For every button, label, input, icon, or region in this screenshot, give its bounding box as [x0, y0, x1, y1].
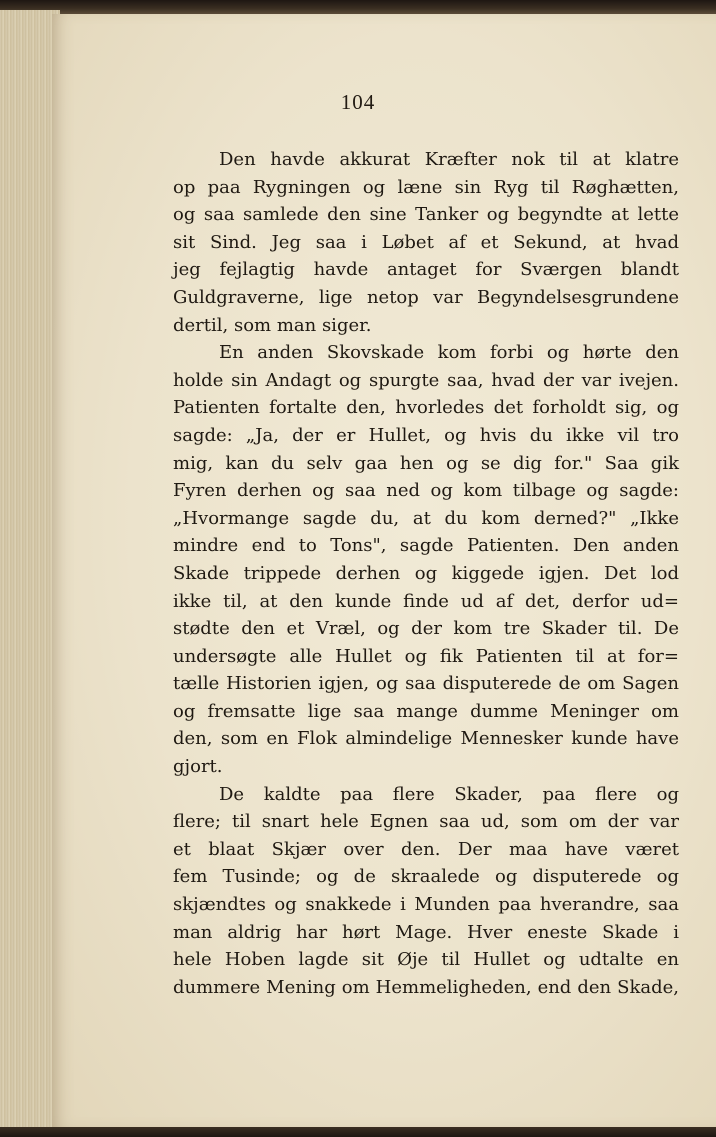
text-line: jeg fejlagtig havde antaget for Sværgen blandt — [173, 259, 679, 281]
text-line: Guldgraverne, lige netop var Begyndelsesgrundene — [173, 286, 679, 308]
text-line: ikke til, at den kunde finde ud af det, derfor ud= — [173, 590, 679, 612]
text-line: man aldrig har hørt Mage. Hver eneste Skade i — [173, 921, 679, 943]
book-top-edge — [0, 0, 716, 14]
text-line: og fremsatte lige saa mange dumme Meninger om — [173, 700, 679, 722]
text-line: hele Hoben lagde sit Øje til Hullet og udtalte en — [173, 949, 679, 971]
text-line: Skade trippede derhen og kiggede igjen. Det lod — [173, 562, 679, 584]
text-line: og saa samlede den sine Tanker og begyndte at lette — [173, 204, 679, 226]
text-line: De kaldte paa flere Skader, paa flere og — [219, 783, 679, 805]
book-bottom-edge — [0, 1127, 716, 1137]
text-line: sit Sind. Jeg saa i Løbet af et Sekund, at hvad — [173, 231, 679, 253]
text-line: skjændtes og snakkede i Munden paa hverandre, saa — [173, 894, 679, 916]
text-line: mindre end to Tons", sagde Patienten. Den anden — [173, 535, 679, 557]
text-line: fem Tusinde; og de skraalede og disputerede og — [173, 866, 679, 888]
text-line: sagde: „Ja, der er Hullet, og hvis du ikke vil tro — [173, 424, 679, 446]
text-line: undersøgte alle Hullet og fik Patienten til at for= — [173, 645, 679, 667]
text-line: op paa Rygningen og læne sin Ryg til Røghætten, — [173, 176, 679, 198]
text-line: Fyren derhen og saa ned og kom tilbage og sagde: — [173, 480, 679, 502]
text-line: mig, kan du selv gaa hen og se dig for." Saa gik — [173, 452, 679, 474]
text-line: holde sin Andagt og spurgte saa, hvad der var ivejen. — [173, 369, 679, 391]
text-line: tælle Historien igjen, og saa disputerede de om Sagen — [173, 673, 679, 695]
text-line: „Hvormange sagde du, at du kom derned?" „Ikke — [173, 507, 679, 529]
text-line: flere; til snart hele Egnen saa ud, som om der var — [173, 811, 679, 833]
text-line: dertil, som man siger. — [173, 314, 372, 336]
text-line: stødte den et Vræl, og der kom tre Skader til. De — [173, 618, 679, 640]
text-line: et blaat Skjær over den. Der maa have været — [173, 838, 679, 860]
text-line: den, som en Flok almindelige Mennesker kunde have — [173, 728, 679, 750]
text-line: En anden Skovskade kom forbi og hørte den — [219, 342, 679, 364]
page-number: 104 — [340, 90, 376, 114]
text-line: gjort. — [173, 756, 223, 778]
page-stack-edge — [0, 10, 60, 1130]
text-line: Patienten fortalte den, hvorledes det forholdt sig, og — [173, 397, 679, 419]
body-text — [173, 146, 679, 1001]
text-line: Den havde akkurat Kræfter nok til at klatre — [219, 149, 679, 170]
text-line: dummere Mening om Hemmeligheden, end den Skade, — [173, 976, 679, 998]
